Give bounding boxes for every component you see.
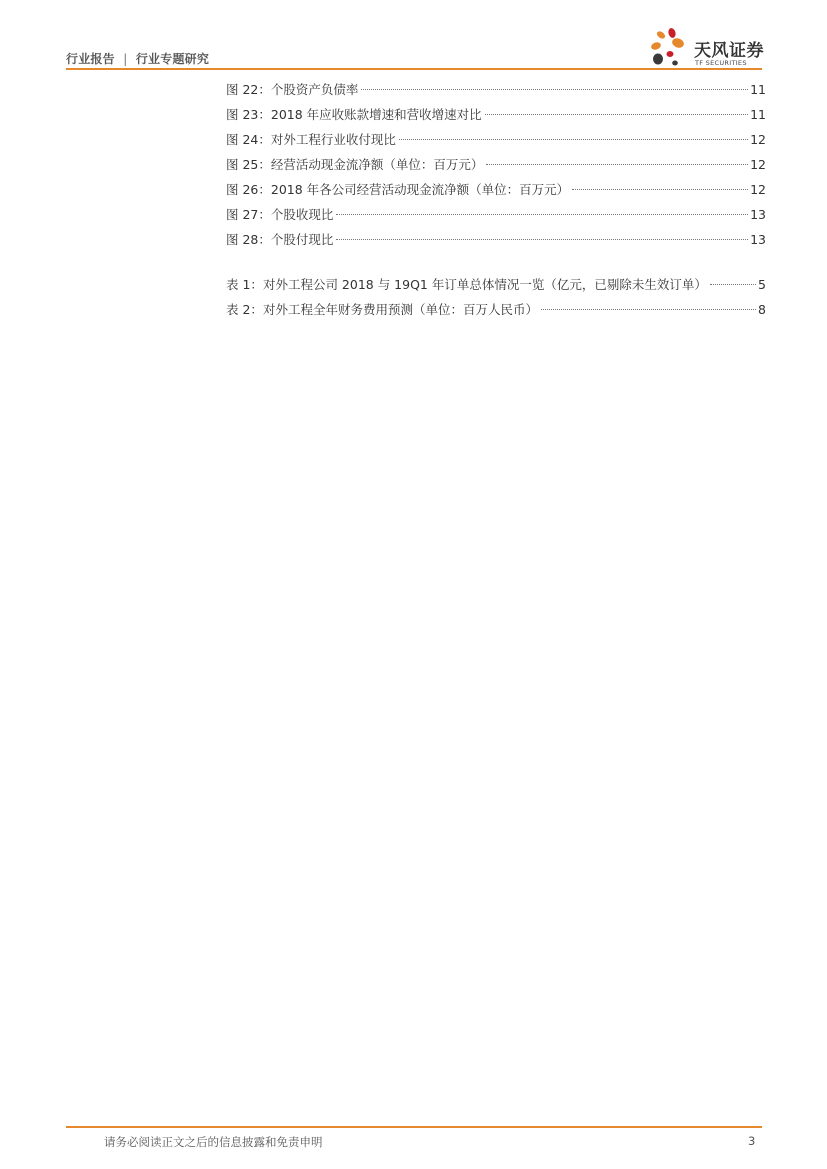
toc-entry-page: 11 [750, 82, 766, 97]
toc-entry-label [226, 77, 358, 102]
toc-entry-title: 个股收现比 [270, 207, 334, 222]
toc-entry-label [226, 177, 569, 202]
toc-leader-dots [336, 239, 748, 240]
toc-entry-page: 12 [750, 157, 766, 172]
toc-entry-label [226, 202, 333, 227]
toc-entry-title: 对外工程公司 2018 与 19Q1 年订单总体情况一览（亿元，已剔除未生效订单） [262, 277, 707, 292]
toc-entry-number: 图 24： [226, 132, 271, 147]
toc-leader-dots [572, 189, 748, 190]
toc-figure-entry[interactable] [226, 127, 766, 152]
toc-leader-dots [361, 89, 748, 90]
toc-figure-entry[interactable] [226, 77, 766, 102]
toc-entry-title: 对外工程全年财务费用预测（单位：百万人民币） [262, 302, 538, 317]
toc-entry-page: 8 [758, 302, 766, 317]
logo-name-en: TF SECURITIES [695, 59, 747, 67]
logo-petals-icon [648, 26, 692, 70]
toc-entry-label [226, 272, 707, 297]
toc-figure-entry[interactable] [226, 177, 766, 202]
toc-entry-number: 图 25： [226, 157, 271, 172]
toc-entry-label [226, 127, 396, 152]
toc-entry-label [226, 297, 538, 322]
toc-entry-title: 经营活动现金流净额（单位：百万元） [270, 157, 484, 172]
toc-entry-number: 图 23： [226, 107, 271, 122]
page-number: 3 [748, 1134, 756, 1148]
toc-entry-page: 5 [758, 277, 766, 292]
toc-entry-number: 图 26： [226, 182, 271, 197]
footer-disclaimer: 请务必阅读正文之后的信息披露和免责申明 [104, 1135, 323, 1149]
toc-entry-number: 表 1： [226, 277, 263, 292]
logo-name-cn: 天风证券 [694, 41, 764, 61]
report-category: 行业报告 [66, 52, 115, 66]
toc-entry-number: 表 2： [226, 302, 263, 317]
footer-divider [66, 1126, 762, 1128]
toc-leader-dots [486, 164, 748, 165]
toc-list [226, 77, 766, 322]
toc-entry-page: 13 [750, 207, 766, 222]
toc-leader-dots [710, 284, 756, 285]
toc-entry-page: 12 [750, 132, 766, 147]
toc-entry-page: 13 [750, 232, 766, 247]
toc-entry-title: 2018 年各公司经营活动现金流净额（单位：百万元） [270, 182, 570, 197]
toc-spacer [226, 252, 766, 272]
toc-entry-number: 图 22： [226, 82, 271, 97]
toc-entry-title: 个股资产负债率 [270, 82, 359, 97]
toc-leader-dots [485, 114, 748, 115]
toc-entry-label [226, 227, 333, 252]
report-type: 行业专题研究 [135, 52, 210, 66]
toc-entry-title: 个股付现比 [270, 232, 334, 247]
header-separator: | [123, 52, 128, 66]
toc-entry-page: 11 [750, 107, 766, 122]
toc-table-entry[interactable] [226, 297, 766, 322]
toc-entry-title: 对外工程行业收付现比 [270, 132, 396, 147]
toc-figure-entry[interactable] [226, 202, 766, 227]
toc-leader-dots [399, 139, 748, 140]
toc-leader-dots [336, 214, 748, 215]
toc-entry-page: 12 [750, 182, 766, 197]
toc-entry-label [226, 102, 482, 127]
toc-figure-entry[interactable] [226, 227, 766, 252]
figure-index [226, 77, 766, 252]
company-logo [648, 26, 766, 70]
toc-figure-entry[interactable] [226, 102, 766, 127]
toc-entry-title: 2018 年应收账款增速和营收增速对比 [270, 107, 482, 122]
toc-table-entry[interactable] [226, 272, 766, 297]
toc-figure-entry[interactable] [226, 152, 766, 177]
toc-entry-number: 图 27： [226, 207, 271, 222]
header-divider [66, 68, 762, 70]
toc-entry-label [226, 152, 483, 177]
table-index [226, 272, 766, 322]
toc-entry-number: 图 28： [226, 232, 271, 247]
report-header [66, 50, 209, 67]
toc-leader-dots [541, 309, 756, 310]
